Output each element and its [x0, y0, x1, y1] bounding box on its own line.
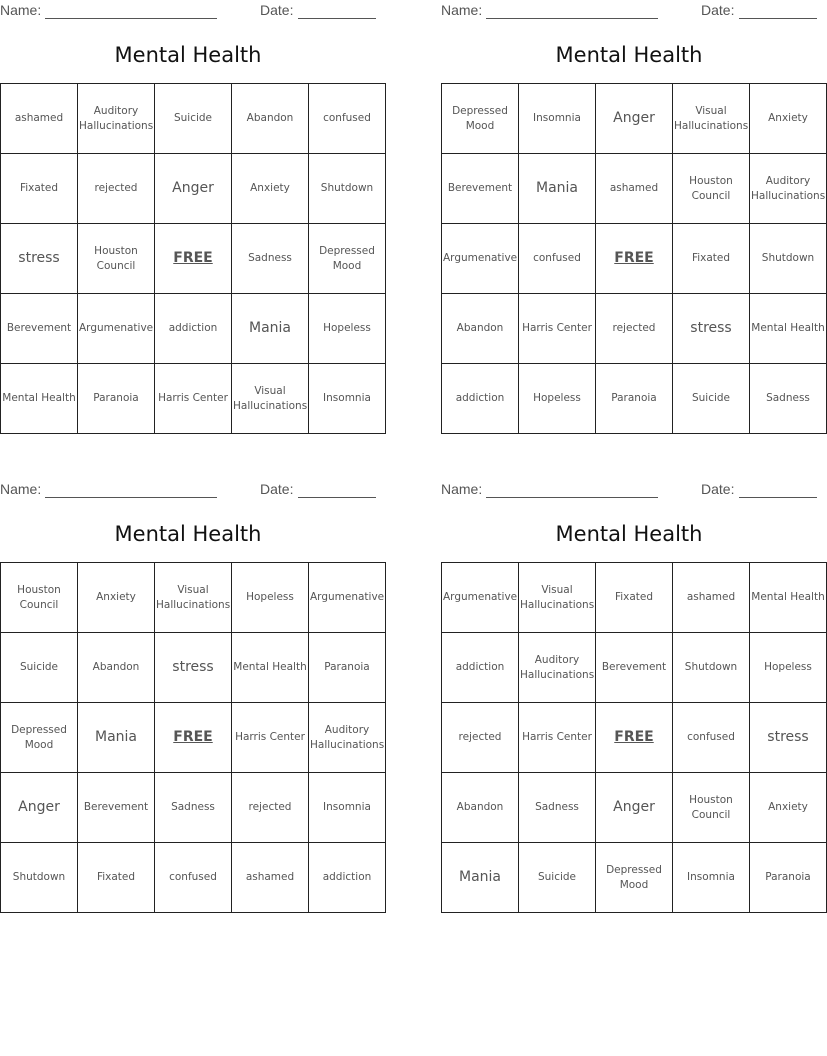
- grid-cell: Visual Hallucinations: [673, 84, 750, 154]
- grid-cell: Depressed Mood: [596, 843, 673, 913]
- grid-cell: Harris Center: [155, 364, 232, 434]
- grid-cell: Auditory Hallucinations: [519, 633, 596, 703]
- grid-cell: Harris Center: [232, 703, 309, 773]
- date-label: Date:: [260, 2, 294, 18]
- grid-cell: Insomnia: [309, 364, 386, 434]
- card-title: Mental Health: [555, 43, 703, 67]
- grid-row: [1, 364, 386, 434]
- grid-cell: Abandon: [442, 773, 519, 843]
- grid-cell: Mania: [519, 154, 596, 224]
- grid-cell: Hopeless: [309, 294, 386, 364]
- date-blank-line: [739, 2, 817, 19]
- name-label: Name:: [441, 2, 483, 18]
- grid-cell: Argumenative: [442, 563, 519, 633]
- grid-cell: Paranoia: [78, 364, 155, 434]
- grid-cell: Berevement: [442, 154, 519, 224]
- date-blank-line: [298, 2, 376, 19]
- name-date-row: [0, 2, 376, 20]
- grid-cell: Visual Hallucinations: [519, 563, 596, 633]
- date-label: Date:: [260, 481, 294, 497]
- grid-row: [1, 294, 386, 364]
- grid-cell: Anxiety: [78, 563, 155, 633]
- grid-cell: Anger: [1, 773, 78, 843]
- card-title: Mental Health: [555, 522, 703, 546]
- grid-cell: Berevement: [1, 294, 78, 364]
- grid-cell: ashamed: [1, 84, 78, 154]
- grid-cell: addiction: [309, 843, 386, 913]
- grid-cell: stress: [1, 224, 78, 294]
- grid-row: [1, 773, 386, 843]
- grid-cell: ashamed: [596, 154, 673, 224]
- bingo-card-4: [441, 479, 825, 919]
- grid-row: [1, 154, 386, 224]
- grid-cell: Abandon: [78, 633, 155, 703]
- grid-cell: Insomnia: [673, 843, 750, 913]
- grid-cell: Suicide: [155, 84, 232, 154]
- grid-cell: Anxiety: [232, 154, 309, 224]
- name-blank-line: [45, 481, 217, 498]
- grid-cell: Hopeless: [750, 633, 827, 703]
- grid-cell: Auditory Hallucinations: [78, 84, 155, 154]
- grid-cell: Visual Hallucinations: [155, 563, 232, 633]
- name-date-row: [0, 481, 376, 499]
- grid-cell: ashamed: [673, 563, 750, 633]
- grid-cell: stress: [673, 294, 750, 364]
- grid-cell: Visual Hallucinations: [232, 364, 309, 434]
- grid-cell: confused: [309, 84, 386, 154]
- grid-cell: Auditory Hallucinations: [750, 154, 827, 224]
- grid-row: [1, 633, 386, 703]
- free-space-cell: FREE: [155, 224, 232, 294]
- grid-cell: Shutdown: [1, 843, 78, 913]
- grid-row: [1, 843, 386, 913]
- grid-cell: Sadness: [750, 364, 827, 434]
- grid-cell: Anxiety: [750, 84, 827, 154]
- free-space-cell: FREE: [155, 703, 232, 773]
- grid-cell: Berevement: [596, 633, 673, 703]
- name-date-row: [441, 481, 817, 499]
- grid-cell: Depressed Mood: [309, 224, 386, 294]
- name-blank-line: [486, 481, 658, 498]
- bingo-grid: [0, 562, 386, 913]
- grid-cell: Sadness: [232, 224, 309, 294]
- grid-row: [1, 703, 386, 773]
- date-blank-line: [739, 481, 817, 498]
- grid-cell: Shutdown: [750, 224, 827, 294]
- grid-row: [442, 703, 827, 773]
- grid-cell: Fixated: [673, 224, 750, 294]
- grid-cell: Suicide: [1, 633, 78, 703]
- grid-cell: Sadness: [519, 773, 596, 843]
- date-label: Date:: [701, 2, 735, 18]
- grid-cell: Insomnia: [309, 773, 386, 843]
- name-date-row: [441, 2, 817, 20]
- grid-cell: Hopeless: [519, 364, 596, 434]
- grid-row: [442, 224, 827, 294]
- grid-cell: Houston Council: [673, 154, 750, 224]
- name-blank-line: [45, 2, 217, 19]
- grid-cell: confused: [673, 703, 750, 773]
- grid-cell: Mental Health: [750, 294, 827, 364]
- grid-cell: Fixated: [596, 563, 673, 633]
- grid-cell: Auditory Hallucinations: [309, 703, 386, 773]
- grid-cell: rejected: [596, 294, 673, 364]
- grid-cell: Harris Center: [519, 703, 596, 773]
- grid-cell: rejected: [232, 773, 309, 843]
- bingo-grid: [441, 562, 827, 913]
- grid-cell: Abandon: [442, 294, 519, 364]
- grid-cell: Mental Health: [750, 563, 827, 633]
- grid-cell: Anger: [596, 84, 673, 154]
- grid-cell: Suicide: [519, 843, 596, 913]
- grid-cell: Insomnia: [519, 84, 596, 154]
- grid-cell: confused: [155, 843, 232, 913]
- grid-cell: Fixated: [1, 154, 78, 224]
- grid-cell: Sadness: [155, 773, 232, 843]
- free-space-cell: FREE: [596, 224, 673, 294]
- grid-cell: Paranoia: [596, 364, 673, 434]
- grid-cell: Argumenative: [309, 563, 386, 633]
- grid-cell: Houston Council: [673, 773, 750, 843]
- grid-cell: Depressed Mood: [442, 84, 519, 154]
- grid-cell: Shutdown: [309, 154, 386, 224]
- grid-cell: Depressed Mood: [1, 703, 78, 773]
- grid-row: [442, 773, 827, 843]
- name-label: Name:: [441, 481, 483, 497]
- grid-row: [442, 294, 827, 364]
- bingo-grid: [0, 83, 386, 434]
- grid-cell: rejected: [442, 703, 519, 773]
- grid-row: [442, 154, 827, 224]
- grid-cell: Houston Council: [1, 563, 78, 633]
- grid-row: [1, 84, 386, 154]
- grid-cell: Anger: [155, 154, 232, 224]
- name-label: Name:: [0, 2, 42, 18]
- grid-row: [442, 843, 827, 913]
- grid-cell: Suicide: [673, 364, 750, 434]
- grid-cell: Argumenative: [442, 224, 519, 294]
- grid-cell: Mental Health: [232, 633, 309, 703]
- grid-cell: Mania: [232, 294, 309, 364]
- bingo-card-3: [0, 479, 385, 919]
- bingo-grid: [441, 83, 827, 434]
- grid-cell: Berevement: [78, 773, 155, 843]
- bingo-card-2: [441, 0, 826, 440]
- grid-cell: Anxiety: [750, 773, 827, 843]
- free-space-cell: FREE: [596, 703, 673, 773]
- grid-cell: Harris Center: [519, 294, 596, 364]
- grid-cell: confused: [519, 224, 596, 294]
- grid-row: [1, 563, 386, 633]
- grid-row: [1, 224, 386, 294]
- grid-cell: addiction: [155, 294, 232, 364]
- grid-cell: Shutdown: [673, 633, 750, 703]
- grid-cell: Paranoia: [750, 843, 827, 913]
- grid-cell: ashamed: [232, 843, 309, 913]
- grid-cell: Mental Health: [1, 364, 78, 434]
- name-label: Name:: [0, 481, 42, 497]
- grid-row: [442, 563, 827, 633]
- grid-cell: stress: [155, 633, 232, 703]
- grid-cell: Argumenative: [78, 294, 155, 364]
- grid-cell: Abandon: [232, 84, 309, 154]
- card-title: Mental Health: [114, 522, 262, 546]
- grid-cell: Anger: [596, 773, 673, 843]
- grid-cell: stress: [750, 703, 827, 773]
- date-blank-line: [298, 481, 376, 498]
- card-title: Mental Health: [114, 43, 262, 67]
- bingo-card-1: [0, 0, 376, 440]
- grid-cell: Fixated: [78, 843, 155, 913]
- grid-row: [442, 84, 827, 154]
- date-label: Date:: [701, 481, 735, 497]
- grid-cell: Mania: [78, 703, 155, 773]
- grid-cell: addiction: [442, 364, 519, 434]
- grid-cell: Hopeless: [232, 563, 309, 633]
- name-blank-line: [486, 2, 658, 19]
- grid-row: [442, 364, 827, 434]
- grid-cell: rejected: [78, 154, 155, 224]
- grid-cell: Houston Council: [78, 224, 155, 294]
- grid-row: [442, 633, 827, 703]
- grid-cell: Paranoia: [309, 633, 386, 703]
- grid-cell: Mania: [442, 843, 519, 913]
- grid-cell: addiction: [442, 633, 519, 703]
